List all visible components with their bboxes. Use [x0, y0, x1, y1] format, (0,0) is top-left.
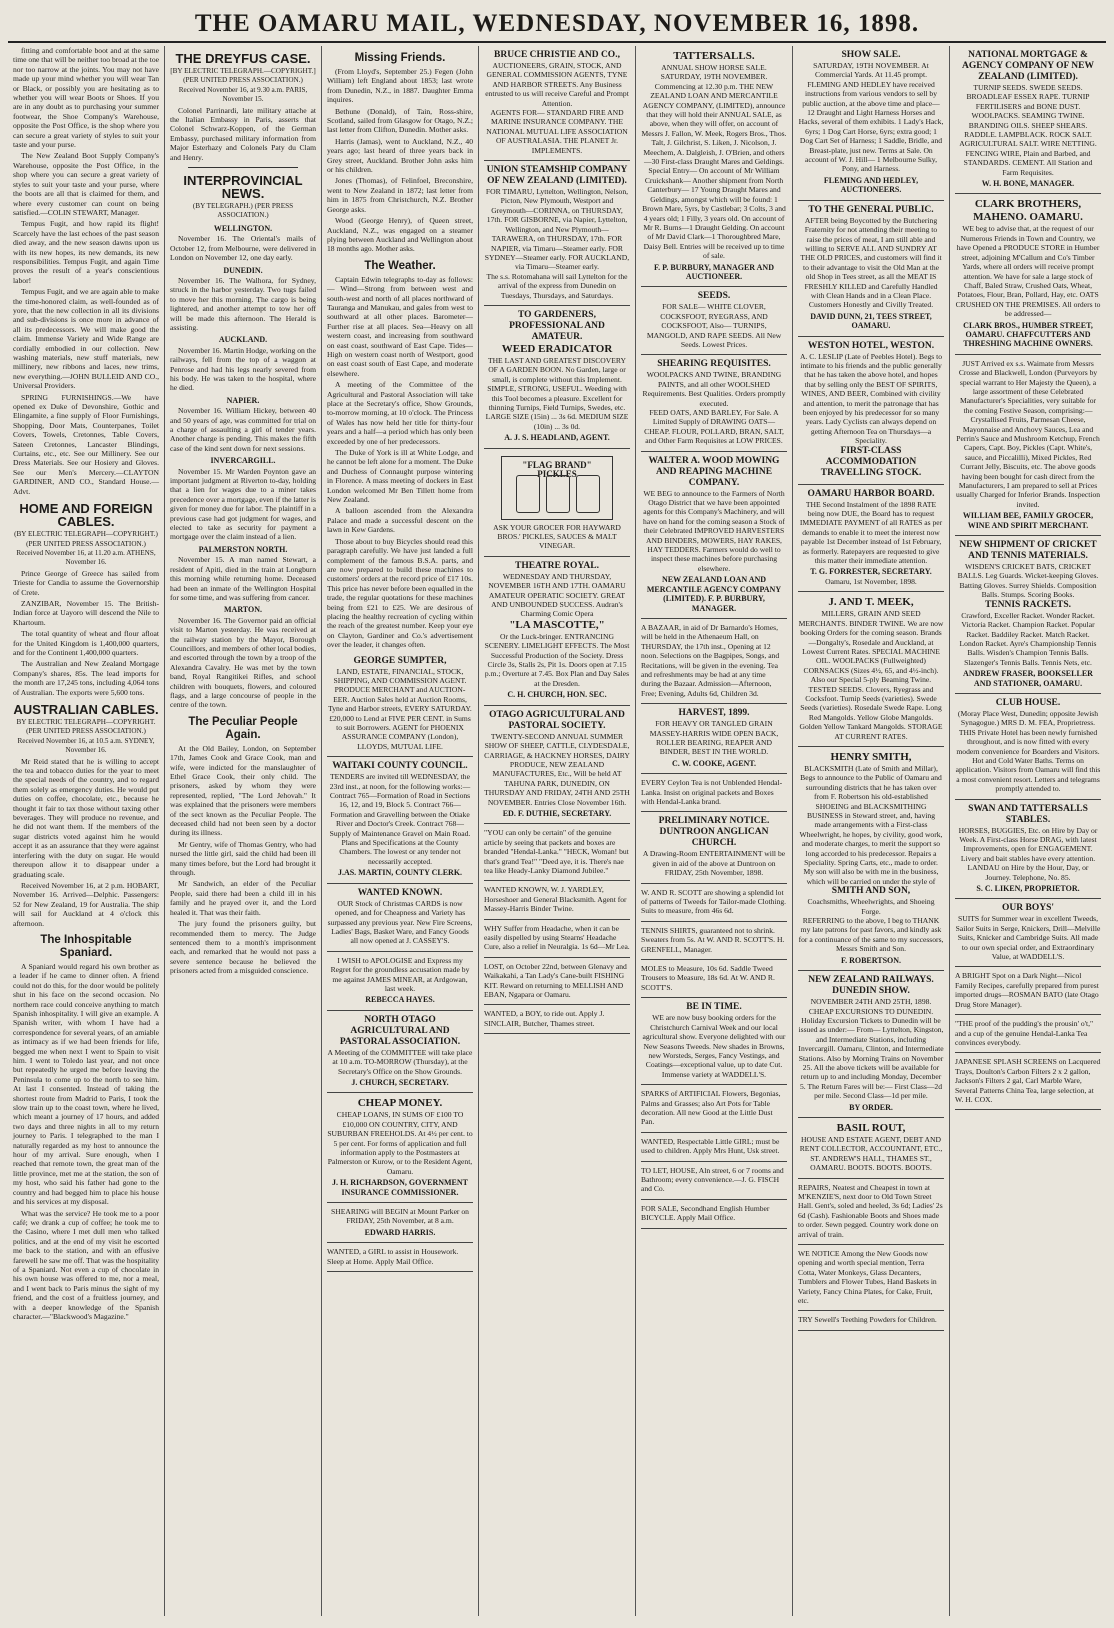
advertisement: [641, 1133, 787, 1162]
ad-title: PRELIMINARY NOTICE. DUNTROON ANGLICAN CHURCH.: [658, 816, 770, 849]
article-paragraph: Captain Edwin telegraphs to-day as follows:— Wind—Strong from between west and south-west and north of all places northward of Tauranga and Manukau, and gales from west to southward at all other places. Barometer—Further rise at all places. Sea—Heavy on all western coast, and increasing from southward on east coast, southward of East Cape. Tides—High on western coast north of Westport, good on east coast south of East Cape, and moderate elsewhere.: [327, 274, 473, 378]
advertisement: [955, 1053, 1101, 1110]
article-paragraph: Received November 16, at 2 p.m. HOBART, November 16. Arrived—Delphic. Passengers: 52 for New Zealand, 19 for Australia. The ship will sail for Auckland at 4 o'clock this afternoon.: [13, 880, 159, 928]
advertisement: [484, 449, 630, 557]
ad-body: WISDEN'S CRICKET BATS, CRICKET BALLS. Leg Guards. Wicket-keeping Gloves. Batting Gloves. Surrey Shields. Composition Balls. Stumps. Scoring Books.: [957, 562, 1099, 600]
ad-signature: WILLIAM BEE, FAMILY GROCER, WINE AND SPIRIT MERCHANT.: [962, 511, 1094, 530]
column-7: [950, 46, 1106, 1616]
ad-signature: J. CHURCH, SECRETARY.: [351, 1077, 449, 1087]
dateline: NAPIER.: [226, 395, 260, 405]
ad-body: SUITS for Summer wear in excellent Tweeds, Sailor Suits in Serge, Knickers, Drill—Melville Suits, Knicker and Cambridge Suits. All made to our own special order, and Extraordinary Value, at WADDELL'S.: [955, 914, 1101, 962]
ad-body: "YOU can only be certain" of the genuine article by seeing that packets and boxes are branded "Hendal-Lanka." "HECK, Woman! but that's grand Tea!" "Deed aye, it is. There's nae tea like Heady-Lanky Diamond Jubilee.": [484, 828, 629, 875]
article-paragraph: November 16. The Oriental's mails of October 12, from Melbourne, were delivered in London on November 12, one day early.: [170, 234, 316, 263]
article-paragraph: November 16. William Hickey, between 40 and 50 years of age, was committed for trial on a charge of assaulting a girl of tender years. Another charge is pending. This makes the fifth case of the kind sent down for next sessions.: [170, 406, 316, 453]
ad-body: A Meeting of the COMMITTEE will take place at 10 a.m. TO-MORROW (Thursday), at the Secretary's Office on the Show Grounds.: [327, 1047, 473, 1076]
column-1: [8, 46, 165, 1616]
ad-body: Or the Luck-bringer. ENTRANCING SCENERY. LIMELIGHT EFFECTS. The Most Successful Production of the Society. Dress Circle 3s, Stalls 2s, Pit 1s. Doors open at 7.15 p.m.; Overture at 7.45. Box Plan and Day Sales at the Dresden.: [484, 631, 630, 688]
section-heading: HOME AND FOREIGN CABLES.: [19, 501, 153, 530]
section-heading: The Weather.: [364, 259, 436, 272]
ad-title: SMITH AND SON,: [831, 886, 911, 897]
advertisement: [798, 1118, 944, 1179]
ad-body: NOVEMBER 24TH AND 25TH, 1898. CHEAP EXCURSIONS TO DUNEDIN. Holiday Excursion Tickets to Dunedin will be issued as under:— From— Lyttelton, Kingston, and Intermediate Stations, including Invercargill. Oamaru, Clinton, and Intermediate Stations. Also by Morning Trains on November 25. All the above tickets will be available for return up to and including Monday, December 5. The Return Fares will be:— First Class—2d per mile. Second Class—1d per mile.: [798, 997, 944, 1101]
advertisement: [327, 652, 473, 758]
section-subheading: (BY TELEGRAPH.) (PER PRESS ASSOCIATION.): [192, 202, 294, 220]
section-heading: INTERPROVINCIAL NEWS.: [183, 173, 303, 202]
article-paragraph: The jury found the prisoners guilty, but recommended them to mercy. The Judge sentenced them to a month's imprisonment each, and remarked that he would not pass a severe sentence because he believed the prisoners acted from a misguided conscience.: [170, 919, 316, 976]
masthead: [8, 6, 1106, 43]
ad-title: TATTERSALLS.: [673, 50, 755, 62]
ad-body: A Drawing-Room ENTERTAINMENT will be given in aid of the above at Duntroon on FRIDAY, 25th November, 1898.: [642, 849, 786, 878]
ad-body: WHY Suffer from Headache, when it can be easily dispelled by using Stearns' Headache Cure, also a relief in Neuralgia. 1s 6d—Mr Lea.: [484, 923, 630, 952]
advertisement: [955, 899, 1101, 967]
ad-body: REFERRING to the above, I beg to THANK my late patrons for past favors, and kindly ask for a continuance of the same to my successors, Messrs Smith and Son.: [798, 916, 944, 954]
ad-body: WE beg to advise that, at the request of our Numerous Friends in Town and Country, we have Opened a PRODUCE STORE in Humber street, adjoining M'Callum and Co's Timber Yards, where all orders will receive prompt attention. We have for sale a large stock of Chaff, Baled Straw, Crushed Oats, Wheat, Potatoes, Flour, Bran, Pollard, Hay, etc. OATS CRUSHED ON THE PREMISES. All orders to be addressed—: [955, 224, 1101, 319]
ad-title: HENRY SMITH,: [830, 750, 912, 763]
advertisement: [641, 287, 787, 355]
article-paragraph: November 16. The Walhora, for Sydney, struck in the harbor yesterday. Two tugs failed to move her this morning. The cargo is being lightered, and another attempt to tow her off will be made this afternoon. The Herald is assisting.: [170, 275, 316, 332]
ad-title: CLARK BROTHERS, MAHENO. OAMARU.: [973, 198, 1083, 224]
advertisement: [641, 704, 787, 774]
dateline: WELLINGTON.: [213, 223, 273, 233]
ad-body: THE LAST AND GREATEST DISCOVERY OF A GARDEN BOON. No Garden, large or small, is complete without this Implement. SIMPLE, STRONG, USEFUL. Weeding with this Tool becomes a pleasure. Excellent for thinning Turnips, Field Turnips, Swedes, etc. LARGE SIZE (15in) ... 3s 6d. MEDIUM SIZE (10in) ... 3s 0d.: [485, 355, 629, 431]
ad-date: Oamaru, 1st November, 1898.: [825, 576, 917, 586]
ad-title: THEATRE ROYAL.: [515, 560, 599, 571]
advertisement: [484, 958, 630, 1006]
ad-body: MILLERS, GRAIN AND SEED MERCHANTS. BINDER TWINE. We are now booking Orders for the coming season. Brands—Dongalty's, Rosedale and Auckland, at Lowest Current Rates. SPECIAL MACHINE OIL. WOOLPACKS (Fullweighted) CORNSACKS (Sizes 4½, 65, and 4½-inch). Also our Special 5-ply Beaming Twine. TESTED SEEDS. Clovers, Ryegrass and Cocksfoot. Turnip Seeds (varieties). Swede Seeds (varieties). Rosedale Swede Rape. Long Red Mangolds. Yellow Globe Mangolds. Golden Yellow Tankard Mangolds. STORAGE AT CURRENT RATES.: [798, 609, 944, 741]
ad-body: A. C. LESLIP (Late of Peebles Hotel). Begs to intimate to his friends and the public generally that he has taken the above hotel, and hopes that by selling only the BEST OF SPIRITS, WINES, AND BEER, Combined with civility and attention, to merit the patronage that has been enjoyed by his predecessor for so many years. Lady Cyclists can always depend on getting Afternoon Tea on Thursdays—a Speciality.: [799, 351, 943, 446]
article-paragraph: ZANZIBAR, November 15. The British-Indian force at Uayoro will descend the Nile to Khartoum.: [13, 598, 159, 627]
advertisement: [484, 46, 630, 161]
ad-body: TENDERS are invited till WEDNESDAY, the 23rd inst., at noon, for the following works:— Contract 765—Formation of Road in Sections 16, 12, and 19, Block 5. Contract 766—Formation and Gravelling between the Otiake River and Doctor's Creek. Contract 768—Supply of Maintenance Gravel on Main Road. Plans and Specifications at the County Chambers. The lowest or any tender not necessarily accepted.: [329, 772, 471, 866]
ad-body: Special Entry— On account of Mr William Cruickshank— Another shipment from North Canterbury— 17 Young Draught Mares and Geldings, amongst which will be found: 1 Brown Mare, 5yrs, by Castlebar; 3 Colts, 3 and 4 years old; 1 Filly, 3 years old. On account of Mr R. Burns—1 Draught Gelding. On account of Mr David Clark—1 Thoroughbred Mare, Daisy Bell. Entries will be received up to time of sale.: [642, 166, 786, 261]
ad-signature: F. ROBERTSON.: [840, 955, 902, 965]
ad-title: OTAGO AGRICULTURAL AND PASTORAL SOCIETY.: [489, 709, 625, 731]
ad-title: WESTON HOTEL, WESTON.: [807, 340, 935, 351]
advertisement: [327, 1203, 473, 1243]
ad-signature: W. H. BONE, MANAGER.: [981, 179, 1075, 189]
article-paragraph: November 16. The Governor paid an official visit to Marton yesterday. He was received at the railway station by the Mayor, Borough Councillors, and members of other local bodies, and escorted through the town by a troop of the Alexandra Cavalry. He was met by the town band, Royal Rangitikei Rifles, and school children with bouquets, flowers, and coloured flags, and a large concourse of people in the centre of the town.: [170, 615, 316, 710]
advertisement: [955, 194, 1101, 354]
advertisement: [955, 694, 1101, 800]
advertisement: [798, 1311, 944, 1330]
column-6: [793, 46, 950, 1616]
ad-body: LOST, on October 22nd, between Glenavy and Waikakahi, a Tan Lady's Cane-built FISHING KIT. Reward on returning to MELLISH AND EBAN, Ngapara or Oamaru.: [484, 961, 627, 1000]
dateline: DUNEDIN.: [223, 265, 263, 275]
advertisement: [955, 1015, 1101, 1053]
ad-signature: C. W. COOKE, AGENT.: [671, 758, 757, 768]
ad-body: FOR SALE, Secondhand English Humber BICYCLE. Apply Mail Office.: [641, 1203, 770, 1223]
column-3: [322, 46, 479, 1616]
ad-signature: J.AS. MARTIN, COUNTY CLERK.: [337, 868, 463, 878]
section-heading: Missing Friends.: [354, 52, 446, 64]
dateline: MARTON.: [223, 605, 262, 615]
ad-body: SPARKS of ARTIFICIAL Flowers, Begonias, Palms and Grasses; also Art Pots for Table decoration. All new Good at the Little Dust Pan.: [641, 1089, 781, 1127]
article-paragraph: Those about to buy Bicycles should read this paragraph carefully. We have just landed a full complement of the famous B.S.A. parts, and are now prepared to build these machines to customers' orders at the record price of £17 10s. This price has never before been equalled in the trade, the regular quotations for these machines being from £21 to £25. We are desirous of placing the healthy recreation of cycling within the reach of the greatest number. Keep your eye on Clayton, Gardiner and Co.'s advertisement over the leader, it changes often.: [327, 536, 473, 650]
article-paragraph: A meeting of the Committee of the Agricultural and Pastoral Association will take place at the Secretary's office, Show Grounds, to-morrow morning, at 10 o'clock. The Princess of Wales has now held her title for thirty-four years and a half—a period which has only been exceeded by one of her predecessors.: [327, 380, 473, 446]
ad-body: WEDNESDAY AND THURSDAY, NOVEMBER 16TH AND 17TH. OAMARU AMATEUR OPERATIC SOCIETY. GREAT AND UNBOUNDED SUCCESS. Audran's Charming Comic Opera: [488, 571, 626, 619]
ad-title: OAMARU HARBOR BOARD.: [807, 488, 935, 499]
advertisement: [484, 1005, 630, 1034]
ad-signature: F. P. BURBURY, MANAGER AND AUCTIONEER.: [654, 262, 774, 281]
ad-body: FLEMING AND HEDLEY have received instructions from various vendors to sell by public auction, at the above time and place— 12 Draught and Light Harness Horses and Hacks, several of them exhibits. 1 Lady's Hack, 6yrs; 1 Dog Cart Horse, 6yrs; extra good; 1 Dog Cart Set of Harness; 1 Saddle, Bridle, and Breast-plate, just new. Terms at Sale. On account of W. J. Hill— 1 Melbourne Sulky, Pony, and Harness.: [798, 79, 944, 174]
article-paragraph: At the Old Bailey, London, on September 17th, James Cook and Grace Cook, man and wife, were indicted for the manslaughter of Ethel Grace Cook, their only child. The prisoners, asked by whom they were represented, replied, "The Lord Jehovah." It was explained that the prisoners were members of the sect known as the Peculiar People. The deceased child had not been seen by a doctor during its illness.: [170, 743, 316, 838]
ad-title: SEEDS.: [697, 291, 731, 302]
article-paragraph: Colonel Parrinardi, late military attache at the Italian Embassy in Paris, asserts that Colonel Schwarz-Koppen, of the German Embassy, purchased military information from Major Esterhazy and Colonels Paty du Clam and Henry.: [170, 105, 316, 162]
section-subheading: (BY ELECTRIC TELEGRAPH—COPYRIGHT.) (PER UNITED PRESS ASSOCIATION.) Received November 16, at 11.20 a.m. ATHENS, November 16.: [14, 530, 158, 567]
ad-body: OUR Stock of Christmas CARDS is now opened, and for Cheapness and Variety has surpassed any previous year. New Fire Screens, Ladies' Bags, Basket Ware, and Fancy Goods all now opened at J. CASSEY'S.: [327, 898, 473, 946]
divider: [188, 167, 298, 168]
advertisement: [327, 1243, 473, 1272]
ad-title: GEORGE SUMPTER,: [353, 655, 447, 666]
article-paragraph: A balloon ascended from the Alexandra Palace and made a successful descent on the lawn in Kew Gardens.: [327, 506, 473, 535]
ad-body: THE Second Instalment of the 1898 RATE being now DUE, the Board has to request IMMEDIATE PAYMENT of all RATES as per demands to enable it to meet the interest now payable 1st December instead of 1st February, as formerly. Ratepayers are requested to give this matter their immediate attention.: [799, 499, 943, 566]
article-paragraph: The Australian and New Zealand Mortgage Company's shares, 85s. The lead imports for the month are 17,245 tons, including 4,064 tons of Australian. The exports were 5,600 tons.: [13, 659, 159, 697]
ad-body: AUCTIONEERS, GRAIN, STOCK, AND GENERAL COMMISSION AGENTS, TYNE AND HARBOR STREETS. Any Business entrusted to us will receive Careful and Prompt Attention.: [485, 61, 629, 108]
article-paragraph: Mr Reid stated that he is willing to accept the tea and tobacco duties for the year to meet the special needs of the country, and to regard them solely as emergency duties. He would put duties on coffee, chocolate, etc., because he thought it fair to tax those without taxing other beverages. They will produce no revenue, and he did not want them. If the members of the sugar districts voted against him he would accept it as an assurance that they were against interfering with the duty on sugar. He would thereupon allow it to disappear under a graduating scale.: [13, 756, 159, 879]
article-paragraph: A Spaniard would regard his own brother as a leader if he came to dinner often. A friend could not do this, for the door would be politely shut in his face on the second occasion. No northern race could conceive anything to match Spanish inhospitality. I will give an example. A Spanish writer, with whom I have had a correspondence for several years, of an amiable as intimacy as if we had been friends for life, begged me when next I went to Spain to visit him. I went to Toledo last year, and not once but repeatedly he urged me before leaving the Peninsula to come up to the north to see him. At last I consented. Instead of taking the shortest route from Madrid to Paris, I took the slow train up to the coast town, where he lived, which meant a journey of 17 hours, and added two days and three nights in all to my return journey to Paris. I telegraphed to the man I naturally regarded as my host to announce the hour of my arrival. Sure enough, when I reached that remote town, the great man of the little province, met me at the station, the son of my host, who said his father had gone to the country and had begged him to place his house and his services at my disposal.: [13, 961, 159, 1207]
ad-body: TRY Sewell's Teething Powders for Children.: [798, 1315, 937, 1325]
article-paragraph: Prince George of Greece has sailed from Trieste for Candia to assume the Governorship of Crete.: [13, 568, 159, 597]
ad-signature: EDWARD HARRIS.: [364, 1227, 436, 1237]
ad-body: TENNIS SHIRTS, guaranteed not to shrink. Sweaters from 5s. At W. AND R. SCOTT'S. H. GRENFELL, Manager.: [641, 925, 785, 954]
ad-title: NEW ZEALAND RAILWAYS. DUNEDIN SHOW.: [808, 975, 934, 997]
pickle-jar-illustration: [501, 456, 613, 520]
ad-body: Crawford, Exceller Racket. Wonder Racket. Victoria Racket. Champion Racket. Popular Racket. Baddiley Racket. Match Racket. London Racket. Ayre's Championship Tennis Balls. Wisden's Champion Tennis Balls. Slazenger's Tennis Balls. Tennis Nets, etc.: [959, 610, 1097, 667]
advertisement: [798, 337, 944, 485]
ad-body: A BAZAAR, in aid of Dr Barnardo's Homes, will be held in the Athenaeum Hall, on THURSDAY, the 17th inst., Opening at 12 noon. Selections on the Bagpipes, Songs, and Recitations, will be given in the evening. Tea and refreshments may be had at any time during the Bazaar. Admission—Afternoon, Free; Evening, Adults 6d, Children 3d.: [641, 622, 780, 698]
advertisement: [798, 485, 944, 593]
pickle-brand: "FLAG BRAND" PICKLES: [522, 459, 592, 479]
advertisement: [798, 747, 944, 971]
jar-icon: [576, 475, 600, 513]
ad-body: WANTED, Respectable Little GIRL; must be used to children. Apply Mrs Hunt, Usk street.: [641, 1136, 780, 1156]
advertisement: [641, 922, 787, 960]
article-paragraph: (From Lloyd's, September 25.) Fegen (John William) left England about 1853; last wrote from Dunedin, N.Z., in 1887. Daughter Emma inquires.: [327, 67, 473, 105]
ad-signature: A. J. S. HEADLAND, AGENT.: [504, 433, 610, 443]
ad-signature: C. H. CHURCH, HON. SEC.: [507, 690, 607, 700]
ad-signature: CLARK BROS., HUMBER STREET, OAMARU. CHAFFCUTTERS AND THRESHING MACHINE OWNERS.: [963, 320, 1093, 349]
column-5: [636, 46, 793, 1616]
advertisement: [798, 1179, 944, 1245]
column-4: [479, 46, 636, 1616]
advertisement: [484, 161, 630, 306]
article-paragraph: Mr Sandwich, an elder of the Peculiar People, said there had been a child ill in his family and he prayed over it, and the Lord healed it. That was their faith.: [170, 879, 316, 917]
ad-signature: DAVID DUNN, 21, TEES STREET, OAMARU.: [810, 311, 932, 331]
ad-signature: BY ORDER.: [849, 1102, 893, 1112]
ad-body: "THE proof of the pudding's the prousin' o't," and a cup of the genuine Hendal-Lanka Tea convinces everybody.: [955, 1019, 1094, 1047]
ad-title: TENNIS RACKETS.: [984, 599, 1072, 610]
ad-body: JUST Arrived ex s.s. Waimate from Messrs Crosse and Blackwell, London (Purveyors by special warrant to Her Majesty the Queen), a large assortment of these Celebrated Manufacturer's Specialities, very suitable for the coming Festive Season, comprising:— Crystallised Fruits, Parmesan Cheese, Mayonnaise and Anchovy Sauces, Lea and Perrin's Sauce and Mushroom Ketchup, French Capers, Capt. Boy, Pickles (Capt. White's, sauce, and Piccalilli), Mixed Pickles, Red Currant Jelly, Biscuits, etc. The above goods having been bought for cash direct from the Manufacturers, I am prepared to sell at Prices usually Charged for Inferior Brands. Inspection invited.: [955, 358, 1101, 509]
ad-body: The s.s. Rotomahana will sail Lyttelton for the arrival of the express from Dunedin on Tuesdays, Thursdays, and Saturdays.: [486, 271, 628, 300]
advertisement: [327, 884, 473, 952]
advertisement: [641, 46, 787, 287]
ad-title: SHEARING REQUISITES.: [657, 359, 771, 370]
ad-body: FOR HEAVY OR TANGLED GRAIN MASSEY-HARRIS WIDE OPEN BACK, ROLLER BEARING, REAPER AND BINDER, BEST IN THE WORLD.: [649, 719, 779, 757]
ad-title: BRUCE CHRISTIE AND CO.,: [494, 50, 620, 60]
article-paragraph: What was the service? He took me to a poor café; we drank a cup of coffee; he took me to the Casino, where I met dull men who talked politics, and at the end of my visit he escorted me back to the station, and with an effusive farewell he saw me off. That was the hospitality of a Spaniard. Not even a cup of chocolate in his own house was offered to me, nor a meal, and I went back to Paris minus the sight of my friend, and the cost of a fruitless journey, and with a deeper knowledge of the Spanish character.—"Blackwood's Magazine.": [13, 1208, 159, 1321]
ad-body: WANTED, a BOY, to ride out. Apply J. SINCLAIR, Butcher, Thames street.: [484, 1009, 605, 1028]
ad-body: WE BEG to announce to the Farmers of North Otago District that we have been appointed agents for this Company's Machinery, and will have on hand for the coming season a Stock of their Celebrated IMPROVED HARVESTERS AND BINDERS, MOWERS, HAY RAKES, HAY TEDDERS. Farmers would do well to inspect these machines before purchasing elsewhere.: [643, 488, 785, 573]
advertisement: [327, 757, 473, 883]
advertisement: [955, 46, 1101, 194]
ad-signature: J. H. RICHARDSON, GOVERNMENT INSURANCE COMMISSIONER.: [331, 1178, 468, 1197]
newspaper-title: THE OAMARU MAIL, WEDNESDAY, NOVEMBER 16, 1898.: [194, 10, 920, 37]
advertisement: [955, 800, 1101, 900]
article-paragraph: fitting and comfortable boot and at the same time one that will be neither too broad at the toe nor too narrow at the joints. You may not have made up your mind whether you will wear Tan or Black, or possibly you are hesitating as to whether you will wear Boots or Shoes. If you are in any doubt as to purchasing your summer footwear, the Shoe Company's Warehouse, opposite the Post Office, is the shop where you can secure a great variety of styles to suit your taste and your purse.: [13, 46, 159, 150]
columns: [8, 46, 1106, 1616]
column-2: [165, 46, 322, 1616]
ad-title: NORTH OTAGO AGRICULTURAL AND PASTORAL ASSOCIATION.: [339, 1014, 461, 1047]
ad-title: CHEAP MONEY.: [357, 1097, 443, 1110]
ad-body: TO LET, HOUSE, Aln street, 6 or 7 rooms and Bathroom; every convenience.—J. G. FISCH and Co.: [641, 1165, 784, 1194]
ad-body: WANTED, a GIRL to assist in Housework. Sleep at Home. Apply Mail Office.: [327, 1247, 459, 1266]
advertisement: [641, 1200, 787, 1229]
ad-body: TURNIP SEEDS. SWEDE SEEDS. BROADLEAF ESSEX RAPE. TURNIP FERTILISERS and BONE DUST. WOOLPACKS. SEAMING TWINE. BRANDING OILS. SHEEP SHEARS. RADDLE. LAMPBLACK. ROCK SALT. AGRICULTURAL SALT. WIRE NETTING. FENCING WIRE, Plain and Barbed, and STANDARDS. CEMENT. All Station and Farm Requisites.: [959, 83, 1097, 177]
jar-icon: [546, 475, 570, 513]
advertisement: [798, 201, 944, 337]
ad-body: BLACKSMITH (Late of Smith and Millar), Begs to announce to the Public of Oamaru and surrounding districts that he has taken over from F. Robertson his old-established SHOEING and BLACKSMITHING BUSINESS in Steward street, and, having made arrangements with a First-class Wheelwright, he hopes, by civility, good work, and moderate charges, to merit the support so long accorded to his predecessor. Repairs a Speciality. Spring Carts, etc., made to order. My son will also be with me in the business, which will be carried on under the style of: [799, 763, 943, 886]
advertisement: [955, 967, 1101, 1015]
ad-body: SATURDAY, 19TH NOVEMBER. At Commercial Yards. At 11.45 prompt.: [813, 61, 929, 80]
ad-title: WALTER A. WOOD MOWING AND REAPING MACHINE COMPANY.: [648, 455, 780, 488]
advertisement: [484, 306, 630, 449]
ad-title: J. AND T. MEEK,: [828, 596, 914, 609]
ad-title: CLUB HOUSE.: [995, 697, 1061, 708]
ad-title: BE IN TIME.: [686, 1002, 742, 1013]
article-paragraph: Jones (Thomas), of Felinfoel, Breconshire, went to New Zealand in 1872; last letter from him in 1875 from Christchurch, N.Z. Brother George asks.: [327, 176, 473, 214]
ad-body: W. AND R. SCOTT are showing a splendid lot of patterns of Tweeds for Tailor-made Clothing. Suits to measure, from 46s 6d.: [641, 887, 787, 916]
ad-body: ASK YOUR GROCER FOR HAYWARD BROS.' PICKLES, SAUCES & MALT VINEGAR.: [493, 522, 621, 551]
ad-body: LAND, ESTATE, FINANCIAL, STOCK, SHIPPING, AND COMMISSION AGENT. PRODUCE MERCHANT and AUCTION-EER. Auction Sales held at Auction Rooms, Tyne and Harbor streets, EVERY SATURDAY. £20,000 to Lend at FIVE PER CENT. in Sums to suit Borrowers. AGENT for PHOENIX ASSURANCE COMPANY (London), LLOYDS, MUTUAL LIFE.: [328, 666, 472, 751]
advertisement: [641, 355, 787, 451]
advertisement: [327, 952, 473, 1011]
dateline: AUCKLAND.: [218, 335, 268, 345]
advertisement: [484, 881, 630, 919]
ad-body: ANNUAL SHOW HORSE SALE. SATURDAY, 19TH NOVEMBER. Commencing at 12.30 p.m. THE NEW ZEALAND LOAN AND MERCANTILE AGENCY COMPANY, (LIMITED), announce that they will hold their ANNUAL SALE, as above, when they will offer, on account of Messrs J. Fallon, W. Meek, Rogers Bros., Thos. Talt, J. Gilchrist, S. Liken, J. Nicolson, J. Meechem, A. Dalgleish, J. O'Brien, and others—30 First-class Draught Mares and Geldings.: [641, 63, 787, 167]
ad-title: OUR BOYS': [1002, 903, 1054, 914]
article-paragraph: Harris (Jamas), went to Auckland, N.Z., 40 years ago; last heard of three years back in Grey street, Auckland. Brother John asks him or his children.: [327, 136, 473, 175]
ad-title: FIRST-CLASS ACCOMMODATION TRAVELLING STOCK.: [820, 445, 922, 478]
ad-title: BASIL ROUT,: [836, 1121, 906, 1134]
section-subheading: BY ELECTRIC TELEGRAPH—COPYRIGHT. (PER UNITED PRESS ASSOCIATION.) Received November 16, at 10.5 a.m. SYDNEY, November 16.: [16, 718, 156, 755]
ad-signature: ED. F. DUTHIE, SECRETARY.: [502, 808, 612, 818]
advertisement: [484, 557, 630, 706]
ad-body: WOOLPACKS AND TWINE, BRANDING PAINTS, and all other WOOLSHED Requirements. Best Qualities. Orders promptly executed.: [642, 370, 786, 408]
ad-title: TO THE GENERAL PUBLIC.: [808, 204, 934, 215]
ad-body: HOUSE AND ESTATE AGENT, DEBT AND RENT COLLECTOR, ACCOUNTANT, ETC., ST. ANDREW'S HALL, THAMES ST., OAMARU. BOOTS. BOOTS. BOOTS.: [799, 1134, 943, 1173]
ad-body: EVERY Ceylon Tea is not Unblended Hendal-Lanka. Insist on original packets and Boxes with Hendal-Lanka brand.: [641, 778, 783, 806]
article-paragraph: The New Zealand Boot Supply Company's Warehouse, opposite the Post Office, in the shop where you can secure a great variety of styles to suit your taste and your purse, where the boots are all that is claimed for them, and where every customer can count on being satisfied.—COLIN STEWART, Manager.: [13, 151, 159, 217]
article-paragraph: Bethune (Donald), of Tain, Ross-shire, Scotland, sailed from Glasgow for Otago, N.Z.; last letter from Clifton, Dunedin. Mother asks.: [327, 106, 473, 135]
article-paragraph: SPRING FURNISHINGS.—We have opened ex Duke of Devonshire, Gothic and Elingamite, a fine supply of Floor Furnishings, Shopping, Door Mats, Counterpanes, Toilet Covers, Towels, Cretonnes, Table Covers, Sateen Cretonnes, Lancaster Blindings, Curtains, etc., etc. See our Millinery. See our Dress Materials. See our Hosiery and Gloves. See our Men's Mercery.—CLAYTON GARDINER, AND CO., Standard House.—Advt.: [13, 392, 159, 496]
article-paragraph: Mr Gentry, wife of Thomas Gentry, who had nursed the little girl, said the child had been ill many times before, but the Lord had brought it through.: [170, 839, 316, 878]
ad-body: WE NOTICE Among the New Goods now opening and worth special mention, Terra Cotta, Water Monkeys, Glass Decanters, Tumblers and Flower Tubes, Hand Baskets in Variety, Fancy China Plates, for Cake, Fruit, etc.: [798, 1249, 937, 1306]
advertisement: [641, 619, 787, 704]
section-heading: THE DREYFUS CASE.: [175, 51, 311, 66]
section-heading: The Peculiar People Again.: [188, 715, 298, 741]
ad-title: "LA MASCOTTE,": [509, 618, 605, 631]
ad-body: REPAIRS, Neatest and Cheapest in town at M'KENZIE'S, next door to Old Town Street Hall. Gent's, soled and heeled, 3s 6d; Ladies' 2s 6d (Cash). Fashionable Boots and Shoes made to order. Sewn pegged. Country work done on arrival of train.: [798, 1182, 943, 1239]
ad-body: Coachsmiths, Wheelwrights, and Shoeing Forge.: [807, 897, 935, 916]
advertisement: [641, 998, 787, 1085]
ad-title: WAITAKI COUNTY COUNCIL.: [332, 761, 468, 772]
ad-body: TWENTY-SECOND ANNUAL SUMMER SHOW OF SHEEP, CATTLE, CLYDESDALE, CARRIAGE, & HACKNEY HORSES, DAIRY PRODUCE, NEW ZEALAND MANUFACTURES, Etc., Will be held AT TAHUNA PARK, DUNEDIN, ON THURSDAY AND FRIDAY, 24TH AND 25TH NOVEMBER. Entries Close November 16th.: [484, 731, 630, 807]
ad-title: SWAN AND TATTERSALLS STABLES.: [968, 803, 1088, 825]
ad-signature: ANDREW FRASER, BOOKSELLER AND STATIONER, OAMARU.: [963, 669, 1093, 688]
ad-body: MOLES to Measure, 10s 6d. Saddle Tweed Trousers to Measure, 18s 6d. At W. AND R. SCOTT'S.: [641, 964, 775, 992]
ad-body: AGENTS FOR— STANDARD FIRE AND MARINE INSURANCE COMPANY. THE NATIONAL MUTUAL LIFE ASSOCIATION OF AUSTRALASIA. THE PLANET Jr. IMPLEMENTS.: [486, 108, 628, 155]
article-paragraph: November 15. Mr Warden Poynton gave an important judgment at Riverton to-day, holding that a lien for wages due to a miner takes precedence over a mortgage, even if the latter is given for money due for labor. The plaintiff in a previous case had got judgment for wages, and elected to take as security for payment a mortgage over the claim instead of a lien.: [170, 466, 316, 542]
ad-body: FOR TIMARU, Lyttelton, Wellington, Nelson, Picton, New Plymouth, Westport and Greymouth—CORINNA, on THURSDAY, 17th. FOR GISBORNE, via Napier, Lyttelton, Wellington, and New Plymouth—TARAWERA, on THURSDAY, 17th. FOR NAPIER, via Timaru—Steamer early. FOR SYDNEY—Steamer early. FOR AUCKLAND, via Timaru—Steamer early.: [484, 187, 630, 272]
advertisement: [641, 884, 787, 922]
ad-title: NATIONAL MORTGAGE & AGENCY COMPANY OF NEW ZEALAND (LIMITED).: [961, 50, 1095, 82]
advertisement: [798, 1245, 944, 1311]
article-paragraph: Wood (George Henry), of Queen street, Auckland, N.Z., was engaged on a steamer plying between Auckland and Wellington about 18 months ago. Mother asks.: [327, 216, 473, 254]
article-paragraph: Tempus Fugit, and we are again able to make the time-honored claim, as well-founded as of yore, that the new collection in all its divisions and sub-divisions is once more in advance of all its predecessors. We will make good the claim. Immense Variety and Wide Range are cordially embodied in our collection. New washing materials, new stuff materials, new millinery, new ribbons and laces, new trims, new everything.—JOHN BULLEID AND CO., Universal Providers.: [13, 287, 159, 391]
advertisement: [798, 592, 944, 747]
ad-signature: FLEMING AND HEDLEY, AUCTIONEERS.: [823, 175, 919, 195]
ad-signature: T. G. FORRESTER, SECRETARY.: [810, 567, 932, 577]
section-heading: AUSTRALIAN CABLES.: [13, 702, 159, 717]
advertisement: [641, 1162, 787, 1200]
ad-signature: S. C. LIKEN, PROPRIETOR.: [976, 884, 1080, 894]
article-paragraph: Tempus Fugit, and how rapid its flight! Scarcely have the last echoes of the past season died away, and the new season dawns upon us with its new hopes, its new demands, its new responsibilities. Tempus Fugit, and again Time proves the result of a year's conscientious labor!: [13, 219, 159, 285]
advertisement: [484, 706, 630, 825]
advertisement: [798, 46, 944, 201]
ad-title: HARVEST, 1899.: [678, 708, 750, 719]
advertisement: [641, 960, 787, 998]
article-paragraph: November 16. Martin Hodge, working on the railways, fell from the top of a waggon at Penrose and had his legs nearly severed from his body. He was taken to the hospital, where he died.: [170, 345, 316, 393]
advertisement: [641, 1085, 787, 1133]
ad-body: SHEARING will BEGIN at Mount Parker on FRIDAY, 25th November, at 8 a.m.: [331, 1207, 469, 1226]
ad-body: A BRIGHT Spot on a Dark Night—Nicol Family Recipes, carefully prepared from purest imported drugs—ROSMAN BATO (late Otago Drug Store Manager).: [955, 971, 1099, 1009]
ad-body: FOR SALE— WHITE CLOVER, COCKSFOOT, RYEGRASS, AND COCKSFOOT, Also— TURNIPS, MANGOLD, AND RAPE SEEDS. All New Seeds. Lowest Prices.: [646, 302, 782, 349]
ad-body: (Moray Place West, Dunedin; opposite Jewish Synagogue.) MRS D. M. FEA, Proprietress. THIS Private Hotel has been newly furnished throughout, and is now fitted with every modern convenience for Boarders and Visitors. Hot and Cold Water Baths. Terms on application. Visitors from Oamaru will find this a most convenient resort. Letters and telegrams promptly attended to.: [955, 708, 1101, 794]
advertisement: [327, 1011, 473, 1094]
ad-body: FEED OATS, AND BARLEY, For Sale. A Limited Supply of DRAWING OATS—CHEAP. FLOUR, POLLARD, BRAN, SALT, and Other Farm Requisites at LOW PRICES.: [644, 408, 784, 446]
ad-body: I WISH to APOLOGISE and Express my Regret for the groundless accusation made by me against JAMES MINEAR, at Ardgowan, last week.: [330, 955, 470, 993]
ad-title: SHOW SALE.: [841, 50, 901, 60]
dateline: PALMERSTON NORTH.: [198, 544, 288, 554]
advertisement: [484, 920, 630, 958]
ad-title: WANTED KNOWN.: [357, 887, 443, 898]
ad-body: JAPANESE SPLASH SCREENS on Lacquered Trays, Doulton's Carbon Filters 2 x 2 gallon, Jackson's Filters 2 gal, Carl Marble Ware, Several Patterns China Tea, large selection, at W. H. COX.: [955, 1057, 1101, 1104]
advertisement: [327, 1093, 473, 1203]
ad-title: WEED ERADICATOR: [501, 342, 613, 355]
dateline: INVERCARGILL.: [210, 456, 276, 466]
ad-body: WE are now busy booking orders for the Christchurch Carnival Week and our local agricultural show. Everyone delighted with our New Seasons Tweeds. New shades in Browns, new Worsteds, Serges, Fancy Vestings, and Coatings—exceptional value, up to date Cut. Immense variety at WADDELL'S.: [642, 1013, 786, 1079]
ad-signature: REBECCA HAYES.: [365, 995, 435, 1005]
ad-body: WANTED KNOWN, W. J. YARDLEY, Horseshoer and General Blacksmith. Agent for Massey-Harris Binder Twine.: [484, 885, 627, 914]
section-heading: The Inhospitable Spaniard.: [40, 933, 132, 959]
jar-icon: [516, 475, 540, 513]
advertisement: [955, 536, 1101, 694]
ad-title: NEW SHIPMENT OF CRICKET AND TENNIS MATERIALS.: [959, 540, 1097, 562]
advertisement: [641, 774, 787, 812]
advertisement: [798, 971, 944, 1118]
ad-body: AFTER being Boycotted by the Butchering Fraternity for not attending their meeting to raise the prices of meat, I am still able and willing to SERVE ALL AND SUNDRY AT THE OLD PRICES, and customers will find it to their advantage to visit the Old Man at the old Shop in Tees street, as all the MEAT IS FRESHLY KILLED and Carefully Handled with Clean Hands and in a Clean Place. Customers Honestly and Civilly Treated.: [800, 215, 942, 310]
ad-body: HORSES, BUGGIES, Etc. on Hire by Day or Week. A First-class Horse DRAG, with latest Improvements, open for ENGAGEMENT. Livery and bait stables have every attention. LANDAU on Hire by the Hour, Day, or Journey. Telephone, No. 85.: [958, 825, 1098, 882]
ad-title: TO GARDENERS, PROFESSIONAL AND AMATEUR.: [509, 309, 605, 342]
advertisement: [641, 452, 787, 619]
article-paragraph: The Duke of York is ill at White Lodge, and he cannot be left alone for a moment. The Duke and Duchess of Connaught purpose wintering in Florence. A mass meeting of dockers in East London welcomed Mr Ben Tillett home from New Zealand.: [327, 448, 473, 505]
ad-body: CHEAP LOANS, IN SUMS OF £100 TO £10,000 ON COUNTRY, CITY, AND SUBURBAN FREEHOLDS. At 4½ per cent. to 5 per cent. For forms of application and full information apply to the Postmasters at Palmerston or Kurow, or to the Resident Agent, Oamaru.: [327, 1110, 473, 1176]
article-paragraph: The total quantity of wheat and flour afloat for the United Kingdom is 1,400,000 quarters, and for the Continent 1,400,000 quarters.: [13, 629, 159, 657]
advertisement: [641, 812, 787, 883]
article-paragraph: November 15. A man named Stewart, a resident of Apiti, died in the train at Longburn this morning while returning home. Deceased had been an inmate of the Wellington Hospital for some time, and was suffering from cancer.: [170, 555, 316, 602]
advertisement: [484, 824, 630, 881]
advertisement: [955, 355, 1101, 536]
ad-signature: NEW ZEALAND LOAN AND MERCANTILE AGENCY COMPANY (LIMITED). F. P. BURBURY, MANAGER.: [646, 575, 782, 613]
section-subheading: [BY ELECTRIC TELEGRAPH.—COPYRIGHT.] (PER UNITED PRESS ASSOCIATION.) Received November 16, at 9.30 a.m. PARIS, November 15.: [170, 67, 316, 104]
ad-title: UNION STEAMSHIP COMPANY OF NEW ZEALAND (LIMITED).: [486, 165, 628, 187]
